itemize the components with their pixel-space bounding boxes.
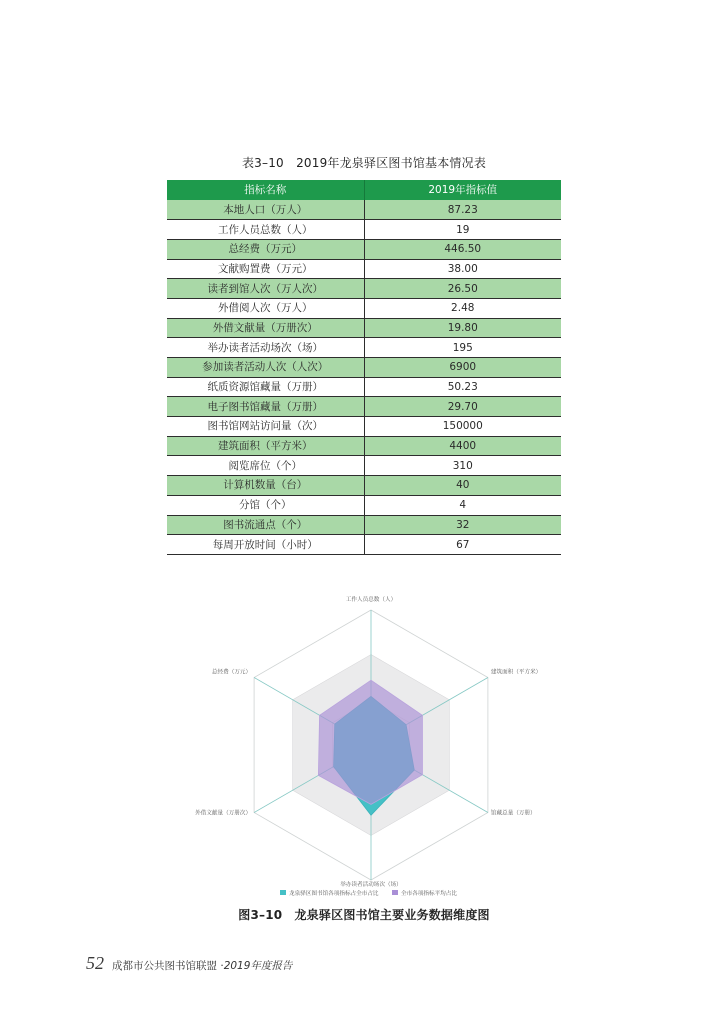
- indicator-value-cell: 2.48: [364, 298, 561, 318]
- indicator-name-cell: 电子图书馆藏量（万册）: [167, 397, 364, 417]
- table-row: [167, 476, 561, 496]
- indicator-name-cell: 文献购置费（万元）: [167, 259, 364, 279]
- page-number: 52: [86, 953, 104, 973]
- table-row: [167, 515, 561, 535]
- indicator-value-cell: 38.00: [364, 259, 561, 279]
- indicator-value-cell: 67: [364, 535, 561, 555]
- axis-label: 工作人员总数（人）: [345, 597, 397, 603]
- table-caption: 表3–10 2019年龙泉驿区图书馆基本情况表: [241, 156, 487, 170]
- indicator-name-cell: 每周开放时间（小时）: [167, 535, 364, 555]
- radar-chart: [160, 585, 580, 905]
- indicator-value-cell: 4: [364, 495, 561, 515]
- legend-swatch-series-0: [280, 890, 286, 895]
- table-row: [167, 397, 561, 417]
- legend-label-series-0: 龙泉驿区图书馆各项指标占全市占比: [289, 891, 379, 897]
- table-row: [167, 220, 561, 240]
- table-row: [167, 417, 561, 437]
- indicator-name-cell: 工作人员总数（人）: [167, 220, 364, 240]
- indicator-value-cell: 19: [364, 220, 561, 240]
- indicator-name-cell: 图书流通点（个）: [167, 515, 364, 535]
- legend-swatch-series-1: [392, 890, 398, 895]
- table-row: [167, 535, 561, 555]
- indicator-value-cell: 40: [364, 476, 561, 496]
- header-indicator-name: 指标名称: [167, 180, 364, 200]
- axis-label: 建筑面积（平方米）: [490, 669, 542, 676]
- table-row: [167, 200, 561, 220]
- table-row: [167, 279, 561, 299]
- indicator-value-cell: 4400: [364, 436, 561, 456]
- indicator-name-cell: 纸质资源馆藏量（万册）: [167, 377, 364, 397]
- table-row: [167, 338, 561, 358]
- legend-label-series-1: 全市各项指标平均占比: [401, 891, 457, 897]
- indicator-value-cell: 310: [364, 456, 561, 476]
- table-row: [167, 495, 561, 515]
- table-header-row: [167, 180, 561, 200]
- library-basic-info-table: [167, 180, 561, 555]
- indicator-value-cell: 446.50: [364, 239, 561, 259]
- table-row: [167, 239, 561, 259]
- table-row: [167, 259, 561, 279]
- indicator-name-cell: 图书馆网站访问量（次）: [167, 417, 364, 437]
- table-row: [167, 456, 561, 476]
- indicator-value-cell: 32: [364, 515, 561, 535]
- table-row: [167, 318, 561, 338]
- footer-report-title: 2019年度报告: [223, 960, 293, 972]
- table-row: [167, 298, 561, 318]
- indicator-value-cell: 19.80: [364, 318, 561, 338]
- axis-label: 举办读者活动场次（场）: [340, 882, 402, 888]
- table-row: [167, 377, 561, 397]
- table-body: [167, 200, 561, 554]
- indicator-value-cell: 26.50: [364, 279, 561, 299]
- axis-label: 馆藏总量（万册）: [490, 810, 536, 817]
- indicator-value-cell: 6900: [364, 358, 561, 378]
- indicator-name-cell: 阅览席位（个）: [167, 456, 364, 476]
- indicator-name-cell: 计算机数量（台）: [167, 476, 364, 496]
- indicator-value-cell: 29.70: [364, 397, 561, 417]
- indicator-value-cell: 150000: [364, 417, 561, 437]
- indicator-name-cell: 外借阅人次（万人）: [167, 298, 364, 318]
- indicator-name-cell: 参加读者活动人次（人次）: [167, 358, 364, 378]
- indicator-value-cell: 50.23: [364, 377, 561, 397]
- indicator-name-cell: 建筑面积（平方米）: [167, 436, 364, 456]
- header-indicator-value: 2019年指标值: [364, 180, 561, 200]
- axis-label: 总经费（万元）: [211, 669, 252, 676]
- indicator-name-cell: 分馆（个）: [167, 495, 364, 515]
- table-row: [167, 436, 561, 456]
- table-row: [167, 358, 561, 378]
- figure-caption: 图3–10 龙泉驿区图书馆主要业务数据维度图: [238, 908, 490, 922]
- indicator-name-cell: 举办读者活动场次（场）: [167, 338, 364, 358]
- indicator-value-cell: 87.23: [364, 200, 561, 220]
- table-header: [167, 180, 561, 200]
- indicator-name-cell: 读者到馆人次（万人次）: [167, 279, 364, 299]
- chart-legend: [280, 889, 457, 897]
- indicator-name-cell: 本地人口（万人）: [167, 200, 364, 220]
- indicator-value-cell: 195: [364, 338, 561, 358]
- indicator-name-cell: 总经费（万元）: [167, 239, 364, 259]
- page-footer: [86, 953, 292, 977]
- footer-publisher: 成都市公共图书馆联盟 ·: [112, 960, 224, 972]
- axis-label: 外借文献量（万册次）: [195, 810, 252, 817]
- indicator-name-cell: 外借文献量（万册次）: [167, 318, 364, 338]
